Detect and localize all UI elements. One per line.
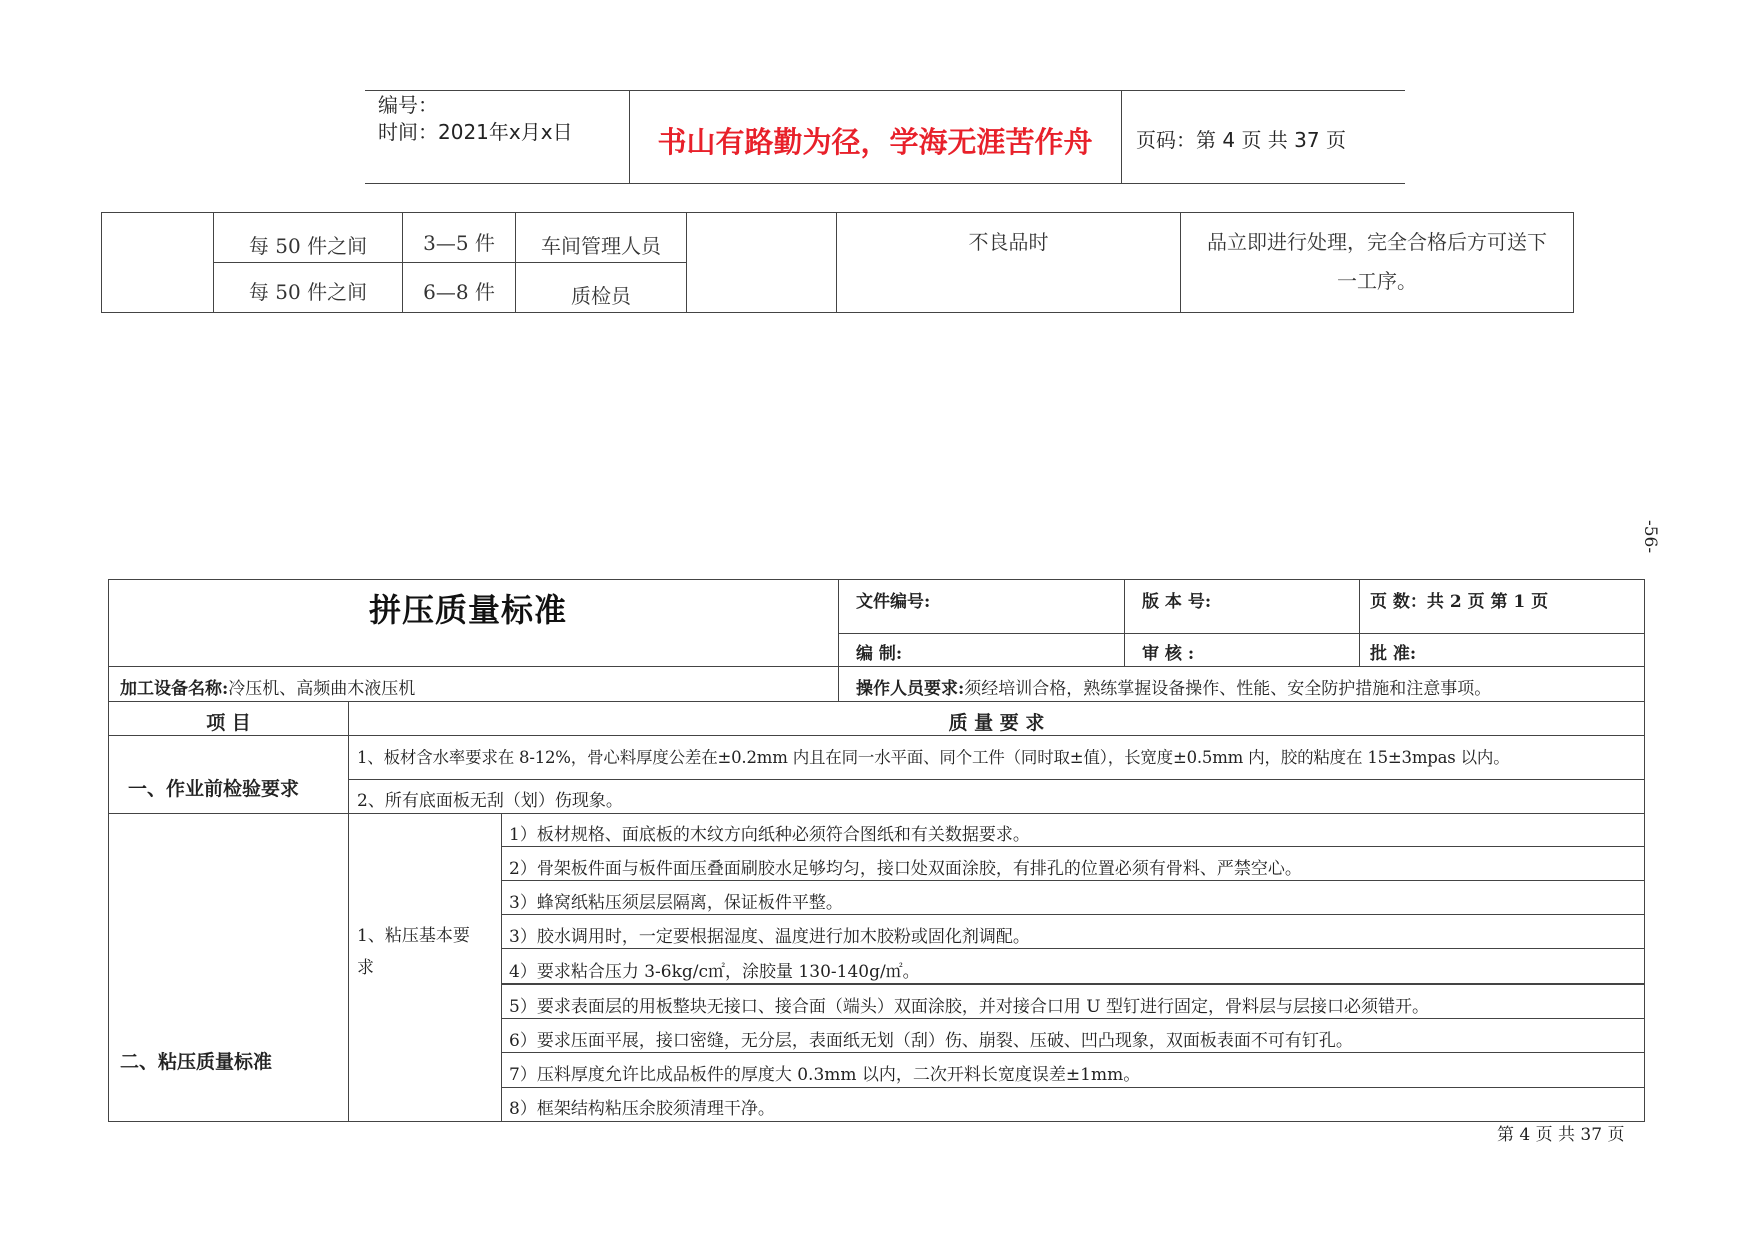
operator-value: 须经培训合格，熟练掌握设备操作、性能、安全防护措施和注意事项。 (964, 679, 1492, 699)
standard-title: 拼压质量标准 (368, 591, 567, 629)
header-page-label: 页码：第 4 页 共 37 页 (1136, 128, 1346, 152)
section-2-item-5: 4）要求粘合压力 3-6kg/c㎡，涂胶量 130-140g/㎡。 (509, 962, 920, 982)
operator-label: 操作人员要求: (856, 679, 965, 699)
row1-person: 车间管理人员 (541, 234, 661, 258)
section-2-item-1: 1）板材规格、面底板的木纹方向纸种必须符合图纸和有关数据要求。 (509, 825, 1030, 845)
header-motto: 书山有路勤为径，学海无涯苦作舟 (657, 125, 1093, 159)
side-page-number: -56- (1640, 520, 1660, 554)
version-label: 版 本 号: (1142, 592, 1212, 612)
pages-label: 页 数：共 2 页 第 1 页 (1370, 592, 1549, 612)
approve-label: 批 准: (1370, 644, 1417, 664)
review-label: 审 核 : (1142, 644, 1195, 664)
header-number-label: 编号： (378, 93, 438, 117)
row2-interval: 每 50 件之间 (248, 280, 368, 304)
compile-label: 编 制: (856, 644, 903, 664)
section-2-item-9: 8）框架结构粘压余胶须清理干净。 (509, 1099, 775, 1119)
section-2-subtitle (357, 920, 470, 984)
section-2-item-8: 7）压料厚度允许比成品板件的厚度大 0.3mm 以内，二次开料长宽度误差±1mm。 (509, 1065, 1141, 1085)
equipment-value: 冷压机、高频曲木液压机 (228, 679, 416, 699)
page-footer: 第 4 页 共 37 页 (1497, 1125, 1625, 1145)
section-2-item-2: 2）骨架板件面与板件面压叠面刷胶水足够均匀，接口处双面涂胶，有排孔的位置必须有骨料、严禁空心。 (509, 859, 1302, 879)
header-meta (378, 92, 573, 146)
section-1-item-1: 1、板材含水率要求在 8-12%，骨心料厚度公差在±0.2mm 内且在同一水平面、同个工件（同时取±值），长宽度±0.5mm 内，胶的粘度在 15±3mpas 以内。 (357, 748, 1510, 767)
section-2-subtitle-line-1: 1、粘压基本要 (357, 926, 470, 946)
action-line-1: 品立即进行处理，完全合格后方可送下 (1207, 230, 1547, 254)
defect-text: 不良品时 (968, 230, 1049, 254)
section-2-title: 二、粘压质量标准 (120, 1051, 273, 1073)
row2-person: 质检员 (571, 284, 631, 308)
column-item-header: 项 目 (206, 712, 251, 734)
section-1-title: 一、作业前检验要求 (128, 778, 300, 800)
header-time-label: 时间：2021年x月x日 (378, 120, 573, 144)
row2-qty: 6—8 件 (423, 280, 495, 304)
section-2-item-3: 3）蜂窝纸粘压须层层隔离，保证板件平整。 (509, 893, 843, 913)
operator-row (856, 674, 1491, 699)
section-2-subtitle-line-2: 求 (357, 958, 374, 978)
row1-qty: 3—5 件 (423, 231, 495, 255)
action-line-2: 一工序。 (1337, 269, 1417, 293)
equipment-label: 加工设备名称: (120, 679, 229, 699)
equipment-row (120, 674, 415, 699)
doc-number-label: 文件编号: (856, 592, 931, 612)
section-2-item-7: 6）要求压面平展，接口密缝，无分层，表面纸无划（刮）伤、崩裂、压破、凹凸现象，双面板表面不可有钉孔。 (509, 1031, 1353, 1051)
column-requirement-header: 质 量 要 求 (948, 712, 1045, 734)
section-2-item-4: 3）胶水调用时，一定要根据湿度、温度进行加木胶粉或固化剂调配。 (509, 927, 1030, 947)
section-2-item-6: 5）要求表面层的用板整块无接口、接合面（端头）双面涂胶，并对接合口用 U 型钉进行固定，骨料层与层接口必须错开。 (509, 997, 1429, 1017)
row1-interval: 每 50 件之间 (248, 234, 368, 258)
section-1-item-2: 2、所有底面板无刮（划）伤现象。 (357, 791, 623, 811)
